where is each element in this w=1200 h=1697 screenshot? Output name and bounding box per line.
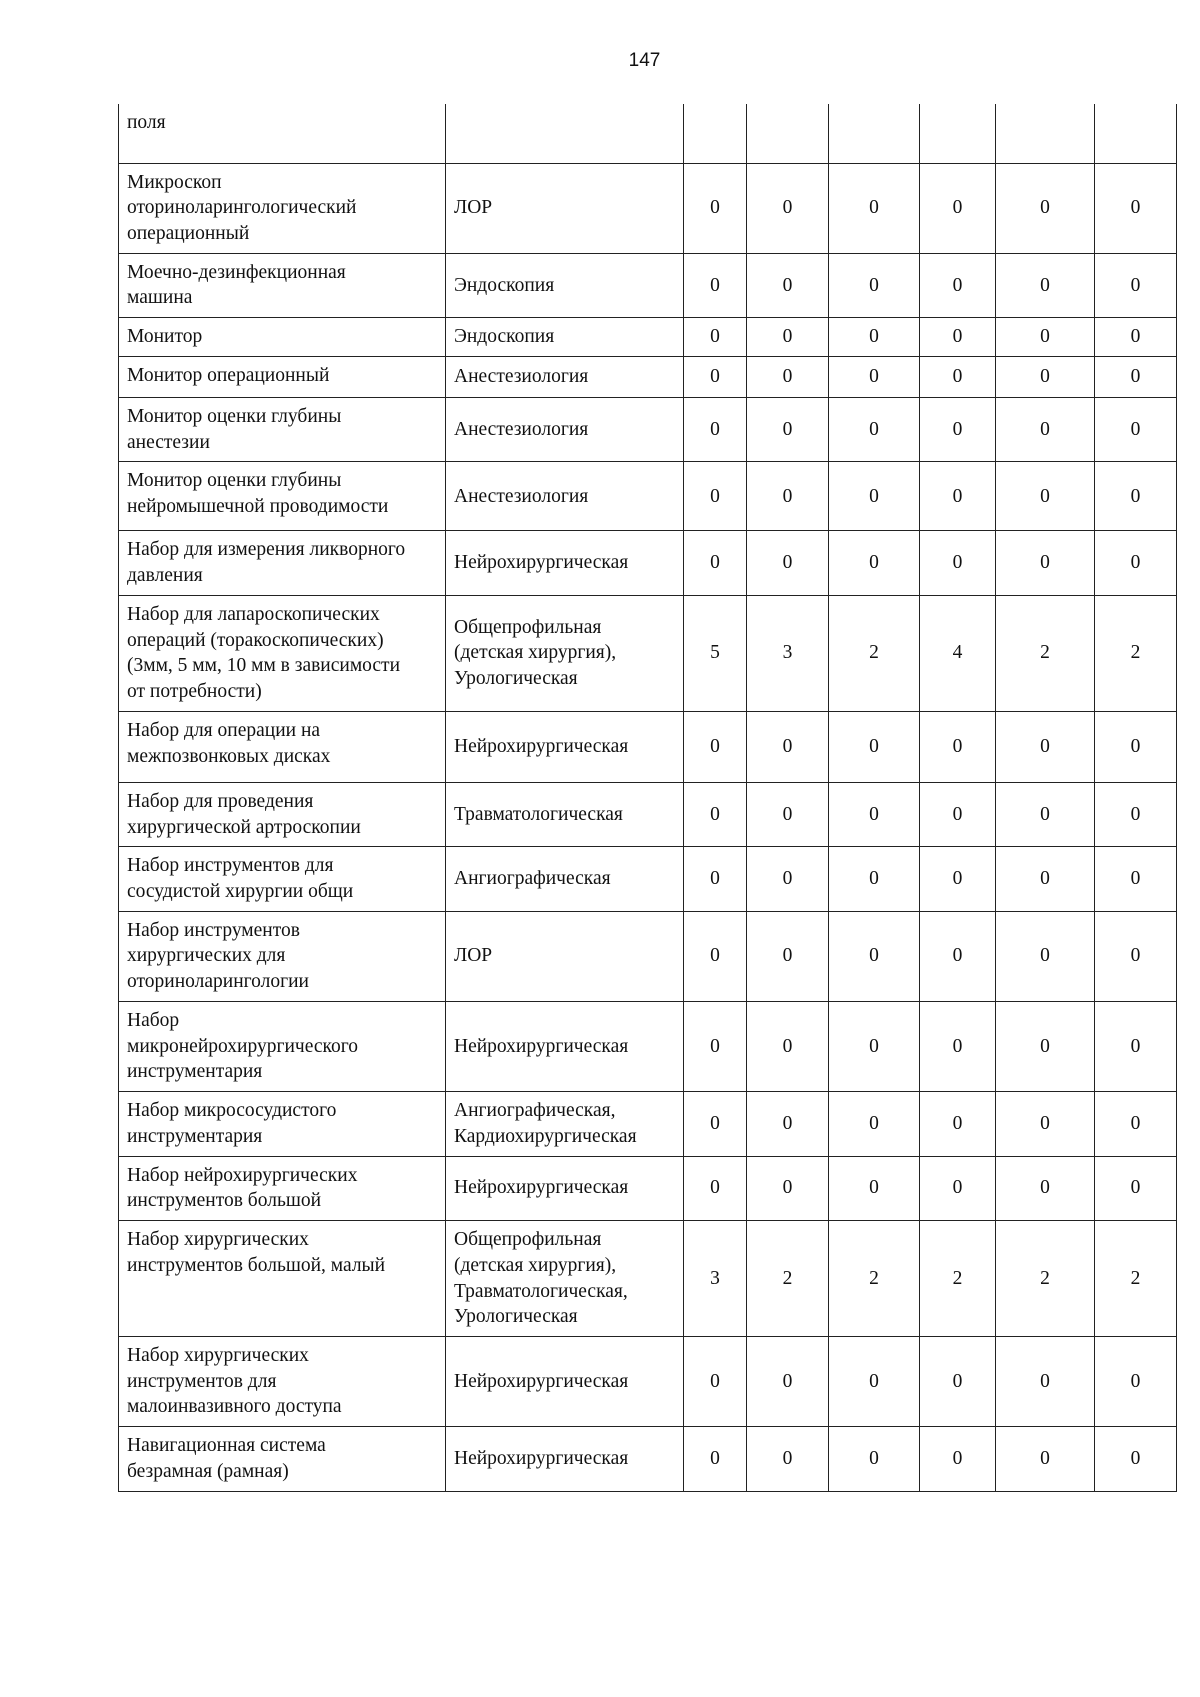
department-cell — [446, 531, 684, 595]
department-line: (детская хирургия), — [454, 1254, 617, 1276]
value-cell: 0 — [747, 782, 829, 846]
value-cell: 0 — [684, 1001, 747, 1091]
value-cell: 0 — [829, 911, 920, 1001]
equipment-name-cell — [119, 1001, 446, 1091]
equipment-name-line: межпозвонковых дисках — [127, 745, 331, 767]
equipment-name-cell — [119, 1092, 446, 1156]
value-cell: 0 — [747, 847, 829, 911]
value-cell: 0 — [920, 531, 996, 595]
department-line: Нейрохирургическая — [454, 1370, 629, 1392]
equipment-name-line: Монитор операционный — [127, 364, 330, 386]
equipment-name-cell — [119, 711, 446, 782]
table-row — [119, 163, 1177, 253]
value-cell: 0 — [996, 711, 1095, 782]
department-line: Травматологическая, — [454, 1280, 628, 1302]
table-row-continuation — [119, 104, 1177, 163]
value-cell: 2 — [996, 595, 1095, 711]
value-cell: 0 — [829, 163, 920, 253]
department-line: Эндоскопия — [454, 274, 555, 296]
table-row — [119, 1337, 1177, 1427]
equipment-name-line: (3мм, 5 мм, 10 мм в зависимости — [127, 655, 401, 677]
equipment-name-line: Набор инструментов для — [127, 855, 334, 877]
value-cell: 0 — [829, 711, 920, 782]
value-cell: 0 — [920, 847, 996, 911]
equipment-name-line: малоинвазивного доступа — [127, 1396, 342, 1418]
value-cell: 0 — [1095, 782, 1177, 846]
table-row — [119, 711, 1177, 782]
equipment-name-cell — [119, 1221, 446, 1337]
value-cell: 0 — [996, 911, 1095, 1001]
department-line: Нейрохирургическая — [454, 735, 629, 757]
equipment-name-cell — [119, 462, 446, 531]
value-cell: 0 — [747, 711, 829, 782]
equipment-name-line: Набор для измерения ликворного — [127, 539, 406, 561]
equipment-name-cell — [119, 356, 446, 397]
value-cell: 0 — [996, 163, 1095, 253]
value-cell: 0 — [747, 1001, 829, 1091]
value-cell: 0 — [996, 1337, 1095, 1427]
department-line: Нейрохирургическая — [454, 1177, 629, 1199]
value-cell: 0 — [1095, 356, 1177, 397]
equipment-name-line: сосудистой хирургии общи — [127, 880, 354, 902]
department-cell — [446, 782, 684, 846]
value-cell: 0 — [829, 462, 920, 531]
equipment-name-line: Монитор оценки глубины — [127, 470, 342, 492]
table-row — [119, 911, 1177, 1001]
value-cell: 2 — [829, 1221, 920, 1337]
value-cell: 0 — [920, 1001, 996, 1091]
department-cell — [446, 911, 684, 1001]
value-cell: 0 — [996, 1427, 1095, 1491]
equipment-name-cell — [119, 847, 446, 911]
value-cell: 0 — [1095, 847, 1177, 911]
table-row — [119, 397, 1177, 461]
department-cell — [446, 1001, 684, 1091]
value-cell: 0 — [829, 1156, 920, 1220]
value-cell: 0 — [684, 531, 747, 595]
value-cell: 0 — [747, 253, 829, 317]
value-cell: 0 — [829, 397, 920, 461]
department-cell — [446, 1092, 684, 1156]
value-cell: 0 — [747, 1092, 829, 1156]
table-row — [119, 356, 1177, 397]
equipment-name-line: инструментария — [127, 1125, 263, 1147]
value-cell: 0 — [996, 1001, 1095, 1091]
value-cell: 0 — [684, 318, 747, 357]
table-row — [119, 782, 1177, 846]
value-cell: 2 — [1095, 1221, 1177, 1337]
equipment-name-cell — [119, 104, 446, 163]
equipment-name-cell — [119, 253, 446, 317]
value-cell: 0 — [1095, 1001, 1177, 1091]
value-cell: 0 — [829, 356, 920, 397]
value-cell: 0 — [747, 163, 829, 253]
equipment-name-line: хирургических для — [127, 945, 286, 967]
value-cell: 2 — [829, 595, 920, 711]
value-cell: 0 — [747, 1337, 829, 1427]
department-line: Урологическая — [454, 1306, 578, 1328]
value-cell: 0 — [996, 397, 1095, 461]
value-cell: 0 — [920, 163, 996, 253]
table-row — [119, 1427, 1177, 1491]
value-cell: 0 — [1095, 911, 1177, 1001]
equipment-name-line: оториноларингологический — [127, 197, 357, 219]
value-cell: 0 — [1095, 1156, 1177, 1220]
value-cell: 0 — [684, 1092, 747, 1156]
table-row — [119, 1092, 1177, 1156]
department-line: ЛОР — [454, 197, 493, 219]
equipment-name-cell — [119, 397, 446, 461]
value-cell: 0 — [747, 1156, 829, 1220]
value-cell: 0 — [920, 711, 996, 782]
value-cell: 0 — [1095, 397, 1177, 461]
value-cell — [996, 104, 1095, 163]
value-cell: 0 — [1095, 253, 1177, 317]
value-cell: 0 — [1095, 318, 1177, 357]
value-cell: 0 — [920, 397, 996, 461]
table-row — [119, 318, 1177, 357]
department-line: Нейрохирургическая — [454, 1035, 629, 1057]
equipment-name-cell — [119, 911, 446, 1001]
equipment-name-line: хирургической артроскопии — [127, 816, 361, 838]
value-cell: 0 — [829, 1092, 920, 1156]
table-row — [119, 253, 1177, 317]
equipment-name-line: Набор микрососудистого — [127, 1100, 337, 1122]
value-cell — [747, 104, 829, 163]
equipment-name-line: давления — [127, 565, 203, 587]
department-cell — [446, 711, 684, 782]
department-cell — [446, 104, 684, 163]
department-cell — [446, 1156, 684, 1220]
value-cell: 0 — [920, 462, 996, 531]
value-cell: 0 — [996, 847, 1095, 911]
value-cell — [829, 104, 920, 163]
department-line: Кардиохирургическая — [454, 1125, 637, 1147]
value-cell: 0 — [684, 462, 747, 531]
value-cell: 0 — [920, 1156, 996, 1220]
department-line: Анестезиология — [454, 366, 589, 388]
table-row — [119, 1156, 1177, 1220]
value-cell: 0 — [747, 356, 829, 397]
equipment-name-line: Набор инструментов — [127, 919, 300, 941]
value-cell: 2 — [1095, 595, 1177, 711]
department-line: Общепрофильная — [454, 616, 602, 638]
value-cell: 0 — [829, 318, 920, 357]
value-cell: 0 — [1095, 1427, 1177, 1491]
value-cell: 0 — [684, 782, 747, 846]
value-cell: 0 — [684, 847, 747, 911]
equipment-name-line: Монитор — [127, 326, 203, 348]
value-cell: 0 — [747, 531, 829, 595]
equipment-name-line: Монитор оценки глубины — [127, 405, 342, 427]
value-cell: 0 — [829, 1001, 920, 1091]
value-cell: 0 — [996, 531, 1095, 595]
equipment-name-line: Набор для проведения — [127, 790, 314, 812]
value-cell: 0 — [747, 318, 829, 357]
equipment-name-line: Набор для операции на — [127, 719, 321, 741]
department-line: Анестезиология — [454, 485, 589, 507]
value-cell: 0 — [747, 397, 829, 461]
value-cell: 0 — [829, 782, 920, 846]
department-line: Травматологическая — [454, 803, 623, 825]
department-line: Ангиографическая — [454, 868, 611, 890]
department-cell — [446, 1427, 684, 1491]
department-cell — [446, 847, 684, 911]
equipment-name-line: от потребности) — [127, 681, 262, 703]
value-cell: 0 — [684, 253, 747, 317]
page-number: 147 — [628, 50, 661, 71]
value-cell: 0 — [996, 356, 1095, 397]
value-cell: 2 — [920, 1221, 996, 1337]
value-cell: 0 — [829, 253, 920, 317]
value-cell: 0 — [920, 1092, 996, 1156]
equipment-name-line: операций (торакоскопических) — [127, 629, 384, 651]
department-line: ЛОР — [454, 945, 493, 967]
table-row — [119, 531, 1177, 595]
department-cell — [446, 1221, 684, 1337]
department-line: (детская хирургия), — [454, 642, 617, 664]
equipment-name-line: Навигационная система — [127, 1435, 326, 1457]
value-cell: 0 — [920, 1427, 996, 1491]
equipment-name-line: Набор для лапароскопических — [127, 603, 380, 625]
equipment-table — [118, 104, 1177, 1492]
department-cell — [446, 397, 684, 461]
department-cell — [446, 1337, 684, 1427]
value-cell: 0 — [684, 911, 747, 1001]
equipment-name-line: поля — [127, 112, 166, 133]
table-row — [119, 1001, 1177, 1091]
table-row — [119, 1221, 1177, 1337]
value-cell: 0 — [996, 1092, 1095, 1156]
equipment-name-cell — [119, 318, 446, 357]
value-cell: 0 — [829, 847, 920, 911]
department-line: Нейрохирургическая — [454, 1448, 629, 1470]
value-cell: 0 — [996, 462, 1095, 531]
value-cell: 0 — [747, 911, 829, 1001]
value-cell: 0 — [1095, 462, 1177, 531]
value-cell: 0 — [684, 163, 747, 253]
department-cell — [446, 163, 684, 253]
equipment-name-cell — [119, 595, 446, 711]
value-cell: 0 — [920, 911, 996, 1001]
equipment-name-line: Набор — [127, 1009, 180, 1031]
value-cell: 0 — [920, 253, 996, 317]
value-cell: 0 — [684, 711, 747, 782]
equipment-name-cell — [119, 1337, 446, 1427]
equipment-name-line: инструментов для — [127, 1370, 277, 1392]
value-cell: 0 — [684, 1156, 747, 1220]
value-cell: 0 — [684, 356, 747, 397]
value-cell: 0 — [747, 462, 829, 531]
equipment-name-line: Набор хирургических — [127, 1345, 309, 1366]
value-cell — [684, 104, 747, 163]
value-cell: 0 — [920, 1337, 996, 1427]
department-cell — [446, 595, 684, 711]
value-cell: 0 — [829, 1337, 920, 1427]
equipment-name-line: операционный — [127, 222, 250, 244]
equipment-name-line: инструментария — [127, 1061, 263, 1083]
equipment-name-line: микронейрохирургического — [127, 1035, 359, 1057]
value-cell: 0 — [920, 356, 996, 397]
value-cell — [920, 104, 996, 163]
equipment-name-line: Набор хирургических — [127, 1229, 309, 1251]
value-cell: 2 — [747, 1221, 829, 1337]
value-cell — [1095, 104, 1177, 163]
equipment-name-line: безрамная (рамная) — [127, 1460, 289, 1482]
equipment-name-line: оториноларингологии — [127, 971, 309, 993]
department-line: Нейрохирургическая — [454, 552, 629, 574]
department-cell — [446, 462, 684, 531]
value-cell: 0 — [684, 397, 747, 461]
value-cell: 0 — [996, 318, 1095, 357]
equipment-name-line: инструментов большой — [127, 1190, 322, 1212]
value-cell: 5 — [684, 595, 747, 711]
equipment-name-line: инструментов большой, малый — [127, 1254, 386, 1276]
value-cell: 0 — [684, 1427, 747, 1491]
equipment-name-line: машина — [127, 287, 193, 309]
value-cell: 0 — [996, 253, 1095, 317]
value-cell: 0 — [996, 782, 1095, 846]
department-cell — [446, 318, 684, 357]
value-cell: 4 — [920, 595, 996, 711]
table-row — [119, 595, 1177, 711]
department-line: Ангиографическая, — [454, 1100, 616, 1122]
value-cell: 3 — [747, 595, 829, 711]
equipment-name-line: нейромышечной проводимости — [127, 496, 389, 518]
value-cell: 2 — [996, 1221, 1095, 1337]
value-cell: 3 — [684, 1221, 747, 1337]
department-cell — [446, 356, 684, 397]
value-cell: 0 — [1095, 163, 1177, 253]
equipment-name-line: Набор нейрохирургических — [127, 1164, 358, 1186]
value-cell: 0 — [829, 1427, 920, 1491]
equipment-name-cell — [119, 531, 446, 595]
value-cell: 0 — [1095, 1337, 1177, 1427]
department-cell — [446, 253, 684, 317]
equipment-name-line: Микроскоп — [127, 171, 222, 193]
value-cell: 0 — [920, 782, 996, 846]
equipment-name-cell — [119, 163, 446, 253]
value-cell: 0 — [1095, 711, 1177, 782]
table-row — [119, 462, 1177, 531]
value-cell: 0 — [684, 1337, 747, 1427]
value-cell: 0 — [996, 1156, 1095, 1220]
equipment-name-cell — [119, 782, 446, 846]
department-line: Анестезиология — [454, 418, 589, 440]
equipment-name-line: Моечно-дезинфекционная — [127, 261, 346, 283]
department-line: Урологическая — [454, 668, 578, 690]
value-cell: 0 — [747, 1427, 829, 1491]
value-cell: 0 — [829, 531, 920, 595]
department-line: Эндоскопия — [454, 326, 555, 348]
equipment-name-cell — [119, 1156, 446, 1220]
equipment-name-cell — [119, 1427, 446, 1491]
table-row — [119, 847, 1177, 911]
department-line: Общепрофильная — [454, 1229, 602, 1251]
value-cell: 0 — [1095, 531, 1177, 595]
equipment-name-line: анестезии — [127, 431, 210, 453]
value-cell: 0 — [920, 318, 996, 357]
value-cell: 0 — [1095, 1092, 1177, 1156]
